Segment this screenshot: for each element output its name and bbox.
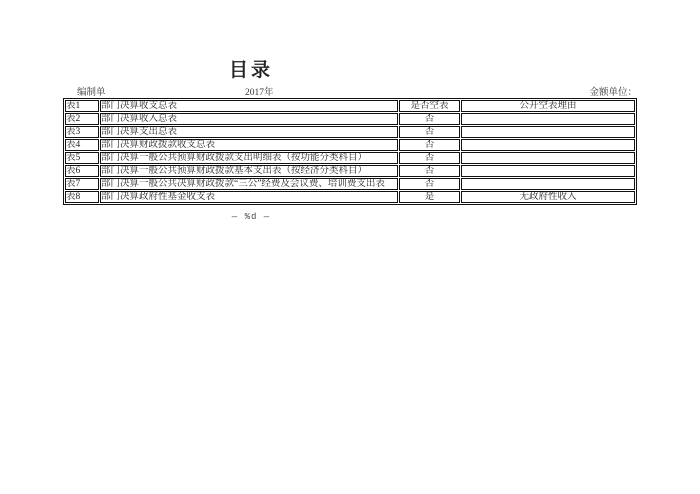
table-row [65, 191, 635, 203]
cell-no: 表6 [65, 165, 99, 177]
cell-empty: 否 [399, 139, 460, 151]
cell-name: 部门决算一般公共决算财政拨款“三公”经费及会议费、培训费支出表 [100, 178, 398, 190]
cell-empty: 否 [399, 113, 460, 125]
cell-reason [461, 139, 635, 151]
cell-empty: 否 [399, 178, 460, 190]
page-title: 目录 [228, 60, 273, 81]
cell-name: 部门决算收入总表 [100, 113, 398, 125]
cell-reason: 无政府性收入 [461, 191, 635, 203]
cell-empty: 否 [399, 126, 460, 138]
prepared-by-label: 编制单 [77, 88, 106, 98]
cell-reason [461, 165, 635, 177]
page-number-placeholder: — %d — [231, 212, 271, 222]
fiscal-year-label: 2017年 [245, 88, 274, 98]
toc-table [63, 98, 637, 205]
cell-name: 部门决算收支总表 [100, 100, 398, 112]
cell-no: 表1 [65, 100, 99, 112]
cell-name: 部门决算一般公共预算财政拨款支出明细表（按功能分类科目） [100, 152, 398, 164]
amount-unit-label: 金额单位： [589, 88, 637, 98]
table-row [65, 139, 635, 151]
table-row [65, 113, 635, 125]
cell-reason [461, 113, 635, 125]
table-row [65, 100, 635, 112]
cell-no: 表8 [65, 191, 99, 203]
cell-name: 部门决算一般公共预算财政拨款基本支出表（按经济分类科目） [100, 165, 398, 177]
cell-empty: 是否空表 [399, 100, 460, 112]
cell-name: 部门决算支出总表 [100, 126, 398, 138]
cell-name: 部门决算政府性基金收支表 [100, 191, 398, 203]
meta-line [63, 84, 637, 97]
table-row [65, 126, 635, 138]
table-row [65, 178, 635, 190]
cell-empty: 否 [399, 152, 460, 164]
cell-reason [461, 178, 635, 190]
toc-table-body [65, 100, 635, 203]
cell-reason [461, 152, 635, 164]
cell-empty: 是 [399, 191, 460, 203]
cell-empty: 否 [399, 165, 460, 177]
cell-no: 表4 [65, 139, 99, 151]
cell-no: 表7 [65, 178, 99, 190]
cell-no: 表2 [65, 113, 99, 125]
cell-name: 部门决算财政拨款收支总表 [100, 139, 398, 151]
cell-no: 表5 [65, 152, 99, 164]
cell-reason: 公开空表理由 [461, 100, 635, 112]
cell-no: 表3 [65, 126, 99, 138]
table-row [65, 152, 635, 164]
table-row [65, 165, 635, 177]
cell-reason [461, 126, 635, 138]
